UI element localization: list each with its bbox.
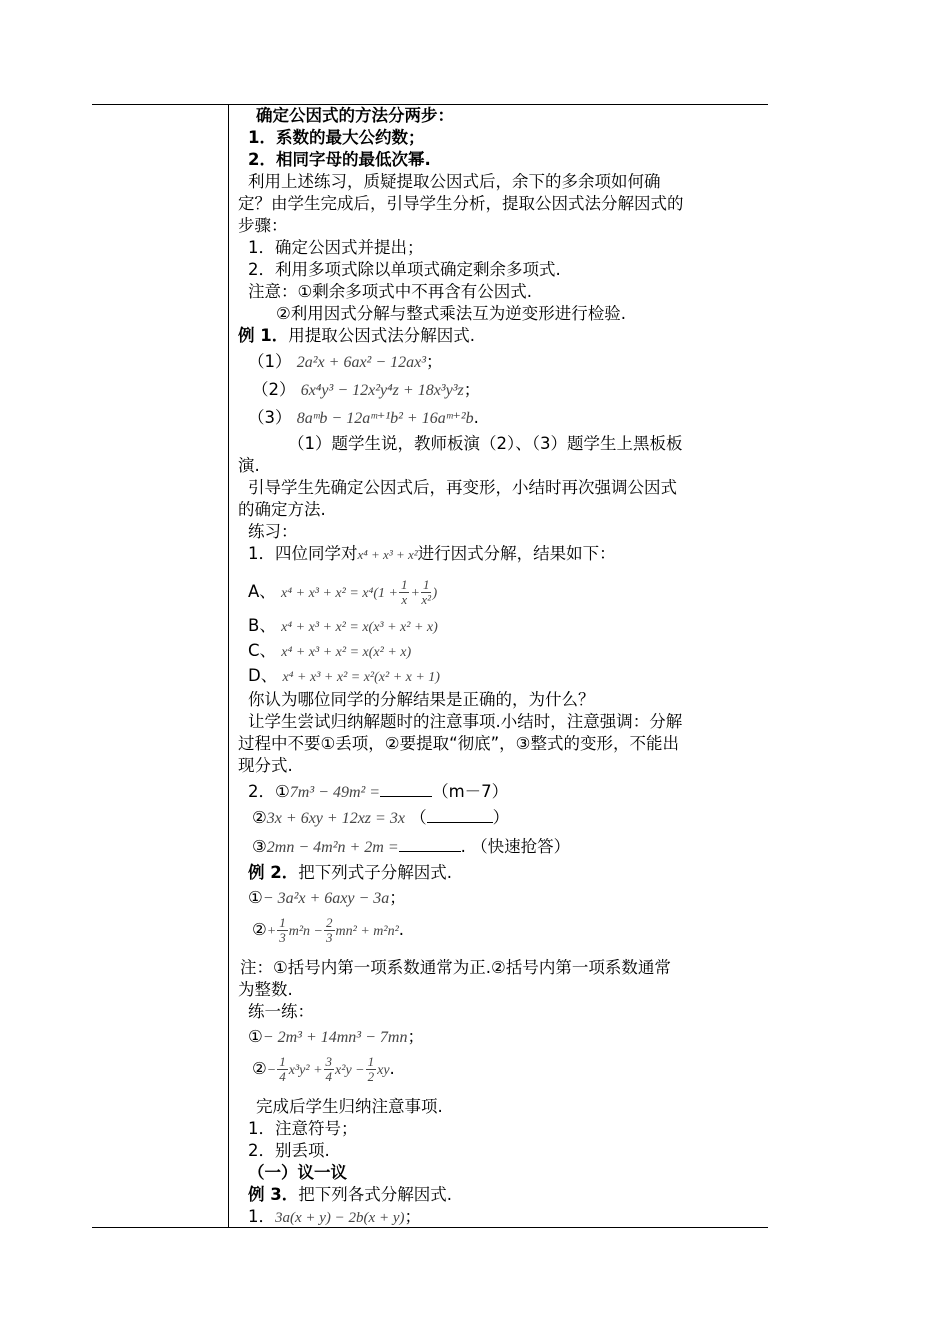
example-text: 用提取公因式法分解因式. [288,326,475,345]
option-c [248,641,411,663]
denominator: 3 [326,930,333,945]
option-b [248,616,438,638]
text-line: 1．确定公因式并提出； [248,238,424,257]
formula-line [252,380,480,401]
punctuation: （ [410,808,427,827]
numerator: 1 [422,577,430,592]
text-line: 2．别丢项. [248,1141,330,1160]
math-formula: 2a²x + 6ax² − 12ax³ [296,354,427,371]
math-formula: xy [377,1063,390,1078]
item-label: （3） [248,408,292,427]
text-line: 1．注意符号； [248,1119,358,1138]
exercise-2-line [252,808,509,829]
text-line: 为整数. [238,980,293,999]
exercise-text: 进行因式分解，结果如下： [417,544,616,563]
formula-line [248,888,406,909]
math-formula: − 2m³ + 14mn³ − 7mn [262,1029,408,1046]
item-label: ② [252,1059,267,1078]
section-heading: （一）议一议 [248,1163,347,1182]
example-1-heading [238,326,475,346]
punctuation: ； [404,1207,421,1226]
denominator: x [401,592,408,607]
math-formula: ) [432,586,438,601]
fraction [277,916,288,945]
text-line: 2．相同字母的最低次幂. [248,150,431,169]
option-label: C、 [248,641,277,660]
text-line: 注意：①剩余多项式中不再含有公因式. [248,282,533,301]
option-a: A、 x⁴ + x³ + x² = x⁴(1 + $\frac{1}{x}$ + $\frac{1}{\text{x²}}$ ) [248,577,438,607]
numerator: 2 [326,915,333,930]
text-line: 步骤： [238,216,288,235]
table-column-divider [228,104,229,1227]
fraction [324,916,335,945]
formula-line [248,1207,421,1228]
math-formula: 2mn − 4m²n + 2m = [266,839,399,856]
math-formula: x³y² + [288,1063,323,1078]
item-label: 2．① [248,782,290,801]
item-label: ② [252,808,267,827]
text-line: 过程中不要①丢项，②要提取“彻底”，③整式的变形，不能出 [238,734,679,753]
punctuation: ； [407,1027,424,1046]
table-top-border [92,104,768,105]
numerator: 1 [279,1054,286,1069]
text-line: （1）题学生说，教师板演（2）、（3）题学生上黑板板 [288,434,683,453]
answer-blank[interactable] [399,837,461,852]
math-formula: x²y − [335,1063,365,1078]
punctuation: . [473,408,479,427]
text-line: 你认为哪位同学的分解结果是正确的，为什么？ [248,690,595,709]
math-formula: − 3a²x + 6axy − 3a [262,890,390,907]
text-line: 完成后学生归纳注意事项. [256,1097,443,1116]
item-label: ② [252,920,267,939]
text-line: 让学生尝试归纳解题时的注意事项.小结时，注意强调：分解 [248,712,683,731]
numerator: 1 [367,1054,375,1069]
fraction [421,578,432,607]
fraction [324,1055,335,1084]
math-text: . （快速抢答） [460,837,571,856]
math-formula: 6x⁴y³ − 12x²y⁴z + 18x³y³z [300,382,464,399]
formula-line [248,408,479,429]
item-label: ① [248,1027,263,1046]
numerator: 1 [279,915,286,930]
fraction [399,578,410,607]
denominator: 4 [325,1069,333,1084]
text-line: ②利用因式分解与整式乘法互为逆变形进行检验. [276,304,627,323]
text-line: 1．系数的最大公约数； [248,128,425,147]
math-formula: x⁴ + x³ + x² = x(x³ + x² + x) [281,620,438,635]
option-label: D、 [248,666,278,685]
text-line: 现分式. [238,756,293,775]
exercise-2-line [248,782,508,803]
fraction [366,1055,377,1084]
exercise-1-line [248,544,616,565]
denominator: 3 [279,930,286,945]
denominator: x² [421,592,432,607]
math-formula: 3x + 6xy + 12xz = 3x [266,810,405,827]
example-3-heading [248,1185,452,1205]
punctuation: ） [492,808,510,827]
answer-blank[interactable] [427,808,493,823]
denominator: 2 [367,1069,375,1084]
example-label: 例 1． [238,326,289,345]
formula-line [252,914,404,948]
math-formula: − [266,1063,277,1078]
item-label: （2） [252,380,296,399]
math-formula: 7m³ − 49m² = [289,784,381,801]
math-formula: x⁴ + x³ + x² [357,547,418,562]
text-line: 练习： [248,522,298,541]
math-formula: 8aᵐb − 12aᵐ⁺¹b² + 16aᵐ⁺²b [296,410,474,427]
example-label: 例 2． [248,863,299,882]
text-line: 利用上述练习，质疑提取公因式后，余下的多余项如何确 [248,172,661,191]
text-line: 确定公因式的方法分两步： [256,106,454,125]
exercise-text: 1．四位同学对 [248,544,358,563]
table-bottom-border [92,1227,768,1228]
punctuation: ； [463,380,481,399]
math-text: （m－7） [432,782,509,801]
fraction [277,1055,288,1084]
math-formula: 3a(x + y) − 2b(x + y) [275,1210,405,1226]
formula-line [252,1053,395,1087]
numerator: 1 [400,577,408,592]
option-label: B、 [248,616,276,635]
option-d [248,666,440,688]
denominator: 4 [279,1069,286,1084]
formula-line [248,352,443,373]
math-formula: x⁴ + x³ + x² = x²(x² + x + 1) [282,670,440,685]
punctuation: ； [426,352,443,371]
item-label: ① [248,888,263,907]
item-label: ③ [252,837,267,856]
math-formula: m²n − [288,924,324,939]
text-line: 2．利用多项式除以单项式确定剩余多项式. [248,260,561,279]
text-line: 注：①括号内第一项系数通常为正.②括号内第一项系数通常 [240,958,671,977]
math-formula: x⁴ + x³ + x² = x⁴(1 + [281,586,398,601]
math-formula: x⁴ + x³ + x² = x(x² + x) [281,645,412,660]
answer-blank[interactable] [380,782,432,797]
punctuation: ； [389,888,406,907]
text-line: 演. [238,456,260,475]
example-label: 例 3． [248,1185,299,1204]
text-line: 练一练： [248,1002,314,1021]
option-label: A、 [248,582,276,601]
math-formula: + [266,924,277,939]
item-label: （1） [248,352,292,371]
item-label: 1． [248,1207,275,1226]
punctuation: . [389,1059,395,1078]
text-line: 引导学生先确定公因式后，再变形，小结时再次强调公因式 [248,478,677,497]
formula-line [248,1027,424,1048]
example-text: 把下列各式分解因式. [298,1185,452,1204]
example-2-heading [248,863,452,883]
example-text: 把下列式子分解因式. [298,863,452,882]
punctuation: . [398,920,405,939]
text-line: 的确定方法. [238,500,326,519]
math-formula: mn² + m²n² [335,924,399,939]
numerator: 3 [325,1054,333,1069]
text-line: 定？由学生完成后，引导学生分析，提取公因式法分解因式的 [238,194,684,213]
exercise-2-line [252,837,570,858]
